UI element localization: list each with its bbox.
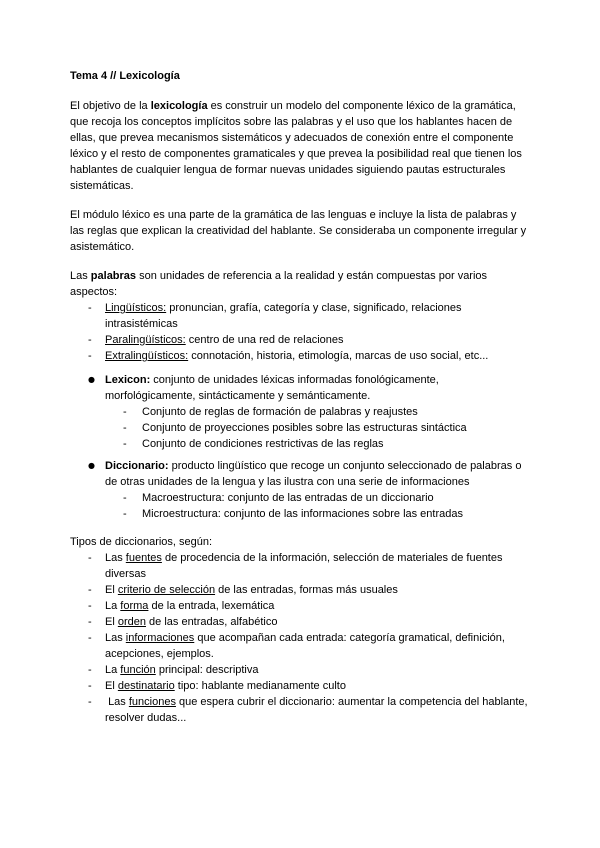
dash-marker: - bbox=[88, 664, 92, 676]
dash-marker: - bbox=[88, 616, 92, 628]
palabras-paragraph bbox=[70, 268, 532, 300]
concept-text bbox=[105, 372, 532, 404]
text-segment: La bbox=[105, 664, 121, 676]
aspect-text bbox=[105, 300, 532, 332]
concept-subitem bbox=[70, 436, 532, 452]
underlined-term: destinatario bbox=[117, 680, 175, 692]
aspect-item bbox=[70, 300, 532, 332]
subitem-text: Microestructura: conjunto de las informaciones sobre las entradas bbox=[142, 508, 463, 520]
text-segment: Las bbox=[105, 632, 126, 644]
text-segment: La bbox=[105, 600, 121, 612]
concept-item bbox=[70, 372, 532, 404]
dash-marker: - bbox=[123, 406, 127, 418]
concept-text bbox=[105, 458, 532, 490]
text-segment: El bbox=[105, 584, 118, 596]
type-item bbox=[70, 598, 532, 614]
text-segment: Las bbox=[105, 552, 126, 564]
aspect-item bbox=[70, 348, 532, 364]
subitem-text: Macroestructura: conjunto de las entradas de un diccionario bbox=[142, 492, 434, 504]
type-item bbox=[70, 678, 532, 694]
dash-marker: - bbox=[88, 680, 92, 692]
dash-marker: - bbox=[123, 422, 127, 434]
underlined-term: orden bbox=[117, 616, 146, 628]
concept-subitem bbox=[70, 404, 532, 420]
type-text bbox=[105, 598, 532, 614]
underlined-term: funciones bbox=[128, 696, 176, 708]
text-segment: connotación, historia, etimología, marcas de uso social, etc... bbox=[188, 350, 489, 362]
type-item bbox=[70, 550, 532, 582]
type-item bbox=[70, 582, 532, 598]
text-segment: El bbox=[105, 616, 118, 628]
underlined-term: fuentes bbox=[125, 552, 162, 564]
text-segment: centro de una red de relaciones bbox=[185, 334, 344, 346]
dash-marker: - bbox=[88, 302, 92, 314]
type-text bbox=[105, 662, 532, 678]
concept-item bbox=[70, 458, 532, 490]
text-segment: tipo: hablante medianamente culto bbox=[174, 680, 346, 692]
text-segment: que acompañan cada entrada: categoría gramatical, definición, acepciones, ejemplos. bbox=[105, 632, 508, 660]
subitem-text: Conjunto de condiciones restrictivas de las reglas bbox=[142, 438, 384, 450]
bold-term-palabras: palabras bbox=[90, 270, 137, 282]
bold-term-diccionario: Diccionario: bbox=[105, 460, 169, 472]
type-text bbox=[105, 630, 532, 662]
modulo-paragraph: El módulo léxico es una parte de la gramática de las lenguas e incluye la lista de palabras y las reglas que explican la creatividad del hablante. Se consideraba un componente irregular y asistemático. bbox=[70, 209, 530, 253]
type-text bbox=[105, 550, 532, 582]
subitem-text: Conjunto de reglas de formación de palabras y reajustes bbox=[142, 406, 418, 418]
underlined-term: forma bbox=[120, 600, 149, 612]
text-segment: de la entrada, lexemática bbox=[148, 600, 275, 612]
text-segment: de las entradas, formas más usuales bbox=[215, 584, 398, 596]
types-heading: Tipos de diccionarios, según: bbox=[70, 536, 213, 548]
concept-lexicon-block bbox=[70, 372, 532, 452]
intro-paragraph bbox=[70, 98, 532, 194]
aspect-text bbox=[105, 348, 532, 364]
text-segment: producto lingüístico que recoge un conjunto seleccionado de palabras o de otras unidades de la lengua y las ilustra con una serie de informaciones bbox=[105, 460, 525, 488]
type-item bbox=[70, 614, 532, 630]
text-segment: El objetivo de la bbox=[70, 100, 151, 112]
underlined-term: Extralingüísticos: bbox=[105, 350, 189, 362]
bold-term-lexicologia: lexicología bbox=[150, 100, 208, 112]
text-segment: de las entradas, alfabético bbox=[145, 616, 278, 628]
underlined-term: función bbox=[120, 664, 156, 676]
types-list bbox=[70, 550, 532, 726]
type-item bbox=[70, 662, 532, 678]
underlined-term: informaciones bbox=[125, 632, 195, 644]
dash-marker: - bbox=[123, 438, 127, 450]
dash-marker: - bbox=[88, 552, 92, 564]
dash-marker: - bbox=[123, 508, 127, 520]
aspect-text bbox=[105, 332, 532, 348]
bold-term-lexicon: Lexicon: bbox=[105, 374, 151, 386]
type-text bbox=[105, 678, 532, 694]
bullet-marker: ● bbox=[88, 375, 95, 384]
text-segment: de procedencia de la información, selección de materiales de fuentes diversas bbox=[105, 552, 506, 580]
text-segment: que espera cubrir el diccionario: aumentar la competencia del hablante, resolver dudas... bbox=[105, 696, 531, 724]
dash-marker: - bbox=[88, 584, 92, 596]
text-segment: pronuncian, grafía, categoría y clase, significado, relaciones intrasistémicas bbox=[105, 302, 465, 330]
dash-marker: - bbox=[88, 600, 92, 612]
concept-subitem bbox=[70, 490, 532, 506]
dash-marker: - bbox=[88, 350, 92, 362]
aspect-item bbox=[70, 332, 532, 348]
dash-marker: - bbox=[88, 696, 92, 708]
subitem-text: Conjunto de proyecciones posibles sobre las estructuras sintáctica bbox=[142, 422, 467, 434]
underlined-term: Lingüísticos: bbox=[105, 302, 167, 314]
dash-marker: - bbox=[123, 492, 127, 504]
text-segment: es construir un modelo del componente léxico de la gramática, que recoja los conceptos implícitos sobre las palabras y el uso que los hablantes hacen de ellas, que prevea mecanismos sistemáticos y adecuados de conexión entre el componente léxico y el resto de componentes gramaticales y que prevea la posibilidad real que tienen los hablantes de cualquier lengua de formar nuevas unidades siguiendo pautas estructurales sistemáticas. bbox=[70, 100, 525, 192]
aspects-list bbox=[70, 300, 532, 364]
concept-diccionario-block bbox=[70, 458, 532, 522]
underlined-term: Paralingüísticos: bbox=[105, 334, 186, 346]
text-segment: principal: descriptiva bbox=[155, 664, 259, 676]
text-segment: conjunto de unidades léxicas informadas fonológicamente, morfológicamente, sintácticamente y semánticamente. bbox=[105, 374, 442, 402]
text-segment: Las bbox=[105, 696, 129, 708]
type-text bbox=[105, 694, 532, 726]
text-segment: Las bbox=[70, 270, 91, 282]
text-segment: son unidades de referencia a la realidad y están compuestas por varios aspectos: bbox=[70, 270, 491, 298]
underlined-term: criterio de selección bbox=[117, 584, 216, 596]
concept-subitem bbox=[70, 506, 532, 522]
document-title: Tema 4 // Lexicología bbox=[70, 70, 180, 82]
text-segment: El bbox=[105, 680, 118, 692]
bullet-marker: ● bbox=[88, 461, 95, 470]
type-item bbox=[70, 694, 532, 726]
type-item bbox=[70, 630, 532, 662]
type-text bbox=[105, 582, 532, 598]
dash-marker: - bbox=[88, 632, 92, 644]
concept-subitem bbox=[70, 420, 532, 436]
type-text bbox=[105, 614, 532, 630]
dash-marker: - bbox=[88, 334, 92, 346]
